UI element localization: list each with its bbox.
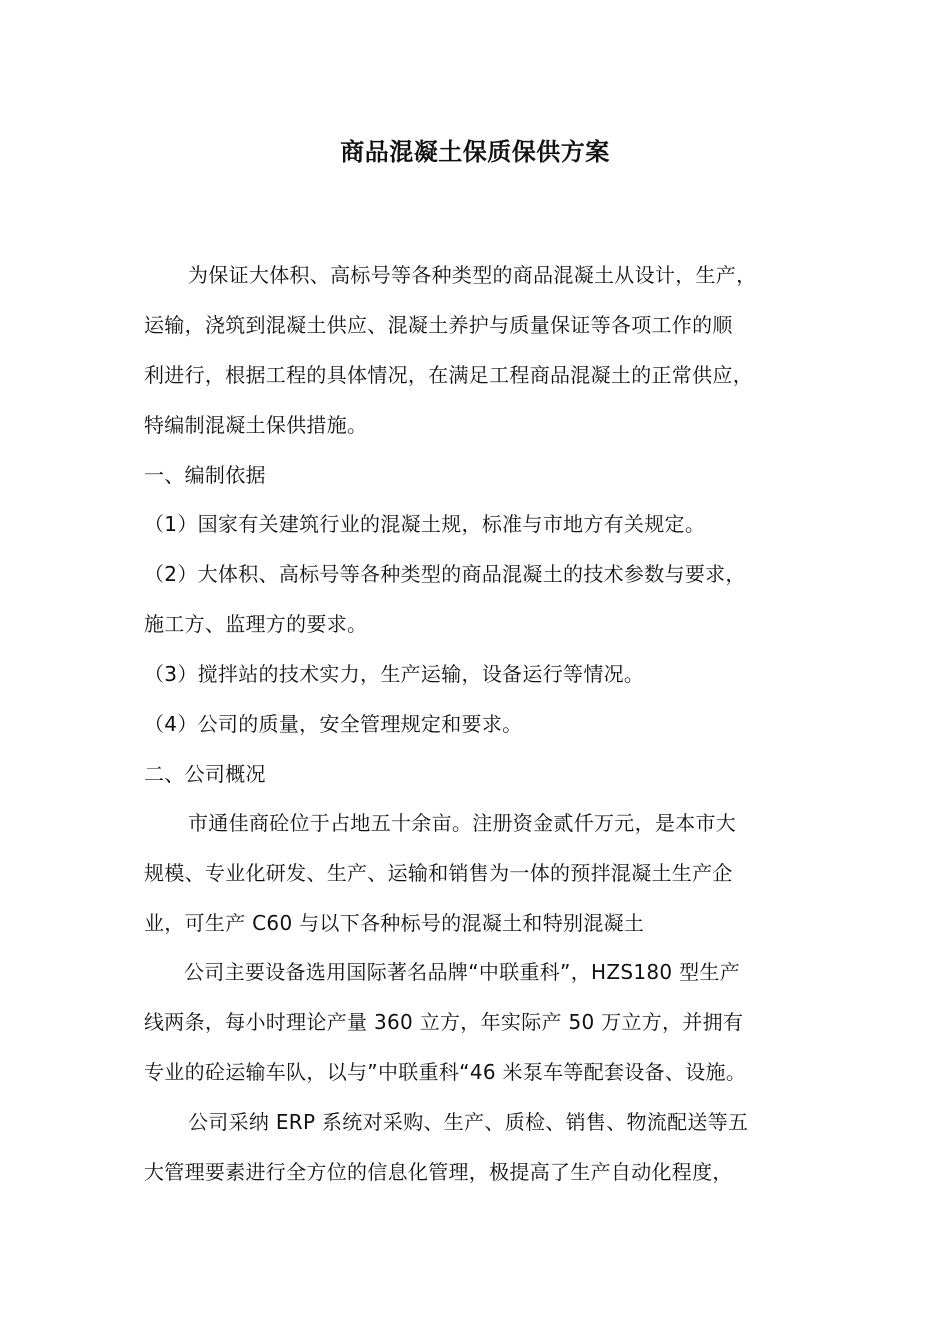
list-item: （1）国家有关建筑行业的混凝土规，标准与市地方有关规定。 (144, 512, 706, 536)
paragraph-line: 为保证大体积、高标号等各种类型的商品混凝土从设计，生产， (188, 263, 757, 287)
paragraph-line: 专业的砼运输车队，以与”中联重科“46 米泵车等配套设备、设施。 (144, 1060, 747, 1084)
section-heading: 一、编制依据 (144, 463, 266, 487)
section-heading: 二、公司概况 (144, 762, 266, 786)
paragraph-line: 公司主要设备选用国际著名品牌“中联重科”，HZS180 型生产 (184, 960, 740, 984)
list-item: （2）大体积、高标号等各种类型的商品混凝土的技术参数与要求， (144, 562, 746, 586)
paragraph-line: 业，可生产 C60 与以下各种标号的混凝土和特别混凝土 (144, 911, 645, 935)
paragraph-line: 公司采纳 ERP 系统对采购、生产、质检、销售、物流配送等五 (188, 1110, 749, 1134)
list-item: （4）公司的质量，安全管理规定和要求。 (144, 712, 523, 736)
list-item: （3）搅拌站的技术实力，生产运输，设备运行等情况。 (144, 662, 645, 686)
paragraph-line: 施工方、监理方的要求。 (144, 612, 368, 636)
paragraph-line: 运输，浇筑到混凝土供应、混凝土养护与质量保证等各项工作的顺 (144, 313, 733, 337)
paragraph-line: 特编制混凝土保供措施。 (144, 413, 368, 437)
paragraph-line: 利进行，根据工程的具体情况，在满足工程商品混凝土的正常供应， (144, 363, 753, 387)
paragraph-line: 规模、专业化研发、生产、运输和销售为一体的预拌混凝土生产企 (144, 861, 733, 885)
paragraph-line: 市通佳商砼位于占地五十余亩。注册资金贰仟万元，是本市大 (188, 811, 737, 835)
paragraph-line: 线两条，每小时理论产量 360 立方，年实际产 50 万立方，并拥有 (144, 1010, 744, 1034)
document-title: 商品混凝土保质保供方案 (340, 138, 610, 166)
paragraph-line: 大管理要素进行全方位的信息化管理，极提高了生产自动化程度， (144, 1160, 733, 1184)
